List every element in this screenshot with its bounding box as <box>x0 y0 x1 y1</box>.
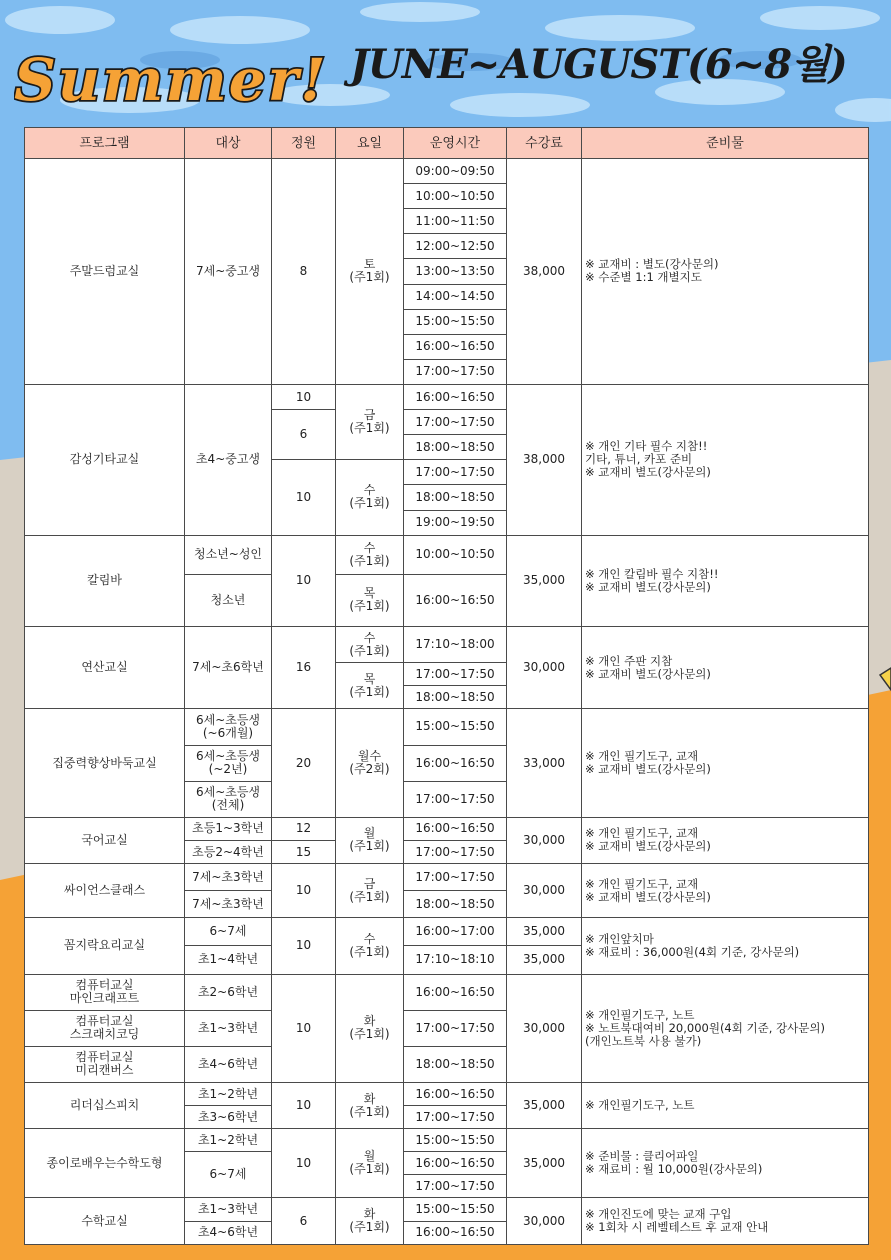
program-target: 초2~6학년 <box>185 974 272 1010</box>
program-name: 집중력향상바둑교실 <box>25 709 185 817</box>
program-capacity: 10 <box>272 1129 336 1198</box>
program-fee: 35,000 <box>507 946 582 974</box>
program-time: 17:00~17:50 <box>404 1106 507 1129</box>
program-target: 초등2~4학년 <box>185 840 272 863</box>
title-months: JUNE~AUGUST(6~8월) <box>350 41 847 88</box>
program-capacity: 6 <box>272 1198 336 1245</box>
program-name: 연산교실 <box>25 627 185 709</box>
program-capacity: 10 <box>272 384 336 409</box>
program-day: 화 (주1회) <box>336 974 404 1082</box>
program-fee: 35,000 <box>507 918 582 946</box>
program-day: 목 (주1회) <box>336 574 404 626</box>
program-time: 16:00~16:50 <box>404 974 507 1010</box>
program-target: 초4~6학년 <box>185 1221 272 1244</box>
program-name: 종이로배우는수학도형 <box>25 1129 185 1198</box>
program-fee: 30,000 <box>507 864 582 918</box>
program-day: 월 (주1회) <box>336 1129 404 1198</box>
program-capacity: 12 <box>272 817 336 840</box>
program-time: 11:00~11:50 <box>404 209 507 234</box>
program-schedule-table <box>24 127 869 1245</box>
program-time: 16:00~16:50 <box>404 1152 507 1175</box>
col-target: 대상 <box>185 128 272 159</box>
program-target: 초1~4학년 <box>185 946 272 974</box>
program-day: 월 (주1회) <box>336 817 404 863</box>
program-fee: 30,000 <box>507 817 582 863</box>
program-target: 6세~초등생 (전체) <box>185 781 272 817</box>
program-fee: 35,000 <box>507 1129 582 1198</box>
program-prep: ※ 개인필기도구, 노트 ※ 노트북대여비 20,000원(4회 기준, 강사문의) (개인노트북 사용 불가) <box>582 974 869 1082</box>
program-time: 17:10~18:00 <box>404 627 507 663</box>
program-time: 18:00~18:50 <box>404 1046 507 1082</box>
program-fee: 30,000 <box>507 627 582 709</box>
program-time: 17:00~17:50 <box>404 1010 507 1046</box>
program-time: 16:00~16:50 <box>404 1082 507 1105</box>
program-fee: 35,000 <box>507 1082 582 1128</box>
program-target: 6~7세 <box>185 1152 272 1198</box>
program-target: 6세~초등생 (~2년) <box>185 745 272 781</box>
program-day: 수 (주1회) <box>336 918 404 974</box>
program-prep: ※ 개인 필기도구, 교재 ※ 교재비 별도(강사문의) <box>582 817 869 863</box>
program-prep: ※ 개인 필기도구, 교재 ※ 교재비 별도(강사문의) <box>582 709 869 817</box>
program-capacity: 10 <box>272 535 336 626</box>
program-name: 컴퓨터교실 마인크래프트 <box>25 974 185 1010</box>
program-name: 칼림바 <box>25 535 185 626</box>
col-program: 프로그램 <box>25 128 185 159</box>
table-header-row <box>25 128 869 159</box>
program-prep: ※ 개인 필기도구, 교재 ※ 교재비 별도(강사문의) <box>582 864 869 918</box>
program-target: 초1~2학년 <box>185 1082 272 1105</box>
program-time: 17:00~17:50 <box>404 663 507 686</box>
table-row <box>25 627 869 663</box>
table-row <box>25 1082 869 1105</box>
program-day: 월수 (주2회) <box>336 709 404 817</box>
program-day: 목 (주1회) <box>336 663 404 709</box>
program-day: 토 (주1회) <box>336 159 404 385</box>
program-time: 18:00~18:50 <box>404 891 507 918</box>
program-fee: 30,000 <box>507 1198 582 1245</box>
program-fee: 30,000 <box>507 974 582 1082</box>
program-target: 청소년~성인 <box>185 535 272 574</box>
program-capacity: 6 <box>272 410 336 460</box>
program-day: 수 (주1회) <box>336 535 404 574</box>
program-time: 15:00~15:50 <box>404 309 507 334</box>
program-capacity: 10 <box>272 1082 336 1128</box>
table-row <box>25 1129 869 1152</box>
program-fee: 33,000 <box>507 709 582 817</box>
program-target: 초등1~3학년 <box>185 817 272 840</box>
program-target: 초1~3학년 <box>185 1198 272 1221</box>
table-row <box>25 159 869 184</box>
program-time: 17:00~17:50 <box>404 1175 507 1198</box>
program-time: 16:00~16:50 <box>404 745 507 781</box>
table-row <box>25 864 869 891</box>
program-target: 6~7세 <box>185 918 272 946</box>
program-time: 10:00~10:50 <box>404 535 507 574</box>
program-target: 초1~3학년 <box>185 1010 272 1046</box>
program-time: 17:00~17:50 <box>404 840 507 863</box>
program-prep: ※ 개인필기도구, 노트 <box>582 1082 869 1128</box>
program-name: 수학교실 <box>25 1198 185 1245</box>
program-prep: ※ 개인 주판 지참 ※ 교재비 별도(강사문의) <box>582 627 869 709</box>
program-time: 16:00~16:50 <box>404 817 507 840</box>
program-name: 컴퓨터교실 스크래치코딩 <box>25 1010 185 1046</box>
program-time: 16:00~16:50 <box>404 384 507 409</box>
program-time: 13:00~13:50 <box>404 259 507 284</box>
table-row <box>25 709 869 745</box>
program-day: 수 (주1회) <box>336 627 404 663</box>
program-capacity: 8 <box>272 159 336 385</box>
program-prep: ※ 개인 칼림바 필수 지참!! ※ 교재비 별도(강사문의) <box>582 535 869 626</box>
program-time: 17:00~17:50 <box>404 410 507 435</box>
table-row <box>25 1198 869 1221</box>
program-name: 싸이언스클래스 <box>25 864 185 918</box>
program-target: 초1~2학년 <box>185 1129 272 1152</box>
program-prep: ※ 개인진도에 맞는 교재 구입 ※ 1회차 시 레벨테스트 후 교재 안내 <box>582 1198 869 1245</box>
program-name: 컴퓨터교실 미리캔버스 <box>25 1046 185 1082</box>
program-time: 15:00~15:50 <box>404 709 507 745</box>
program-target: 6세~초등생 (~6개월) <box>185 709 272 745</box>
program-target: 청소년 <box>185 574 272 626</box>
program-prep: ※ 개인앞치마 ※ 재료비 : 36,000원(4회 기준, 강사문의) <box>582 918 869 974</box>
program-time: 19:00~19:50 <box>404 510 507 535</box>
col-time: 운영시간 <box>404 128 507 159</box>
program-target: 7세~중고생 <box>185 159 272 385</box>
program-time: 17:00~17:50 <box>404 781 507 817</box>
program-capacity: 10 <box>272 864 336 918</box>
table-row <box>25 384 869 409</box>
program-time: 16:00~16:50 <box>404 334 507 359</box>
program-name: 꼼지락요리교실 <box>25 918 185 974</box>
program-capacity: 20 <box>272 709 336 817</box>
table-row <box>25 817 869 840</box>
program-capacity: 10 <box>272 918 336 974</box>
program-fee: 38,000 <box>507 159 582 385</box>
program-time: 18:00~18:50 <box>404 686 507 709</box>
program-fee: 35,000 <box>507 535 582 626</box>
program-time: 17:00~17:50 <box>404 359 507 384</box>
program-time: 12:00~12:50 <box>404 234 507 259</box>
program-day: 수 (주1회) <box>336 460 404 535</box>
program-time: 18:00~18:50 <box>404 485 507 510</box>
program-target: 7세~초6학년 <box>185 627 272 709</box>
col-capacity: 정원 <box>272 128 336 159</box>
program-time: 17:00~17:50 <box>404 460 507 485</box>
table-row <box>25 974 869 1010</box>
title-summer: Summer! <box>14 46 328 114</box>
program-prep: ※ 개인 기타 필수 지참!! 기타, 튜너, 카포 준비 ※ 교재비 별도(강사문의) <box>582 384 869 535</box>
program-time: 18:00~18:50 <box>404 435 507 460</box>
program-target: 초4~중고생 <box>185 384 272 535</box>
program-time: 17:10~18:10 <box>404 946 507 974</box>
program-time: 17:00~17:50 <box>404 864 507 891</box>
program-time: 15:00~15:50 <box>404 1198 507 1221</box>
table-row <box>25 535 869 574</box>
program-time: 16:00~16:50 <box>404 574 507 626</box>
program-capacity: 16 <box>272 627 336 709</box>
program-time: 10:00~10:50 <box>404 184 507 209</box>
program-day: 금 (주1회) <box>336 864 404 918</box>
program-time: 09:00~09:50 <box>404 159 507 184</box>
program-capacity: 10 <box>272 460 336 535</box>
program-capacity: 10 <box>272 974 336 1082</box>
program-prep: ※ 준비물 : 클리어파일 ※ 재료비 : 월 10,000원(강사문의) <box>582 1129 869 1198</box>
summer-title <box>14 8 874 118</box>
program-day: 화 (주1회) <box>336 1198 404 1245</box>
program-time: 15:00~15:50 <box>404 1129 507 1152</box>
program-day: 화 (주1회) <box>336 1082 404 1128</box>
program-target: 초4~6학년 <box>185 1046 272 1082</box>
program-name: 주말드럼교실 <box>25 159 185 385</box>
program-target: 7세~초3학년 <box>185 891 272 918</box>
program-day: 금 (주1회) <box>336 384 404 459</box>
col-day: 요일 <box>336 128 404 159</box>
program-fee: 38,000 <box>507 384 582 535</box>
program-target: 7세~초3학년 <box>185 864 272 891</box>
program-time: 16:00~16:50 <box>404 1221 507 1244</box>
col-prep: 준비물 <box>582 128 869 159</box>
program-name: 국어교실 <box>25 817 185 863</box>
col-fee: 수강료 <box>507 128 582 159</box>
table-row <box>25 918 869 946</box>
program-target: 초3~6학년 <box>185 1106 272 1129</box>
program-capacity: 15 <box>272 840 336 863</box>
program-name: 리더십스피치 <box>25 1082 185 1128</box>
program-prep: ※ 교재비 : 별도(강사문의) ※ 수준별 1:1 개별지도 <box>582 159 869 385</box>
program-name: 감성기타교실 <box>25 384 185 535</box>
program-time: 16:00~17:00 <box>404 918 507 946</box>
program-time: 14:00~14:50 <box>404 284 507 309</box>
